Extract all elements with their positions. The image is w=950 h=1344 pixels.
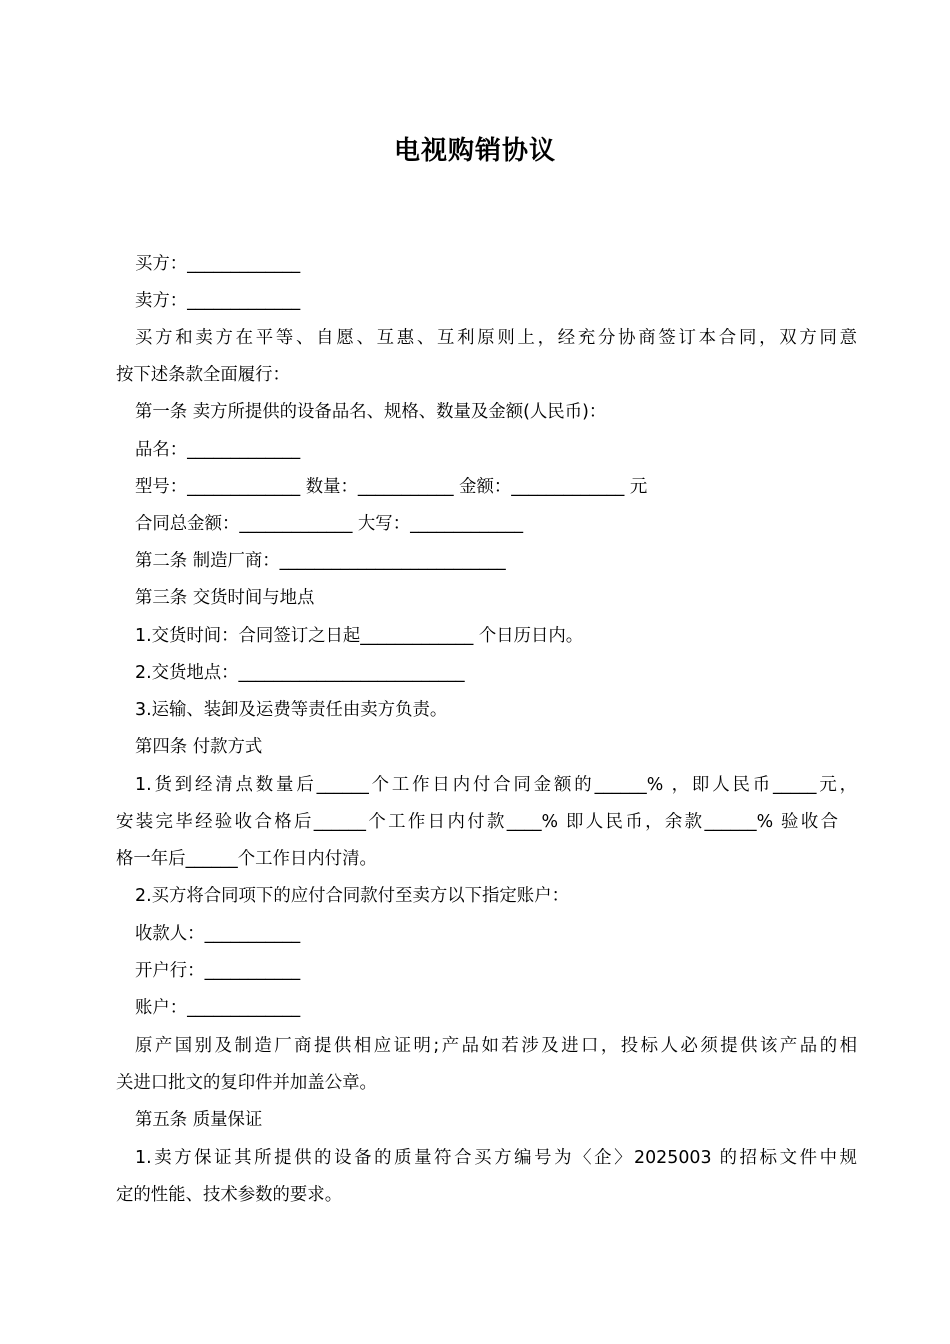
origin-paragraph-line-1: 原产国别及制造厂商提供相应证明;产品如若涉及进口，投标人必须提供该产品的相 bbox=[135, 1036, 857, 1056]
payee-line: 收款人：___________ bbox=[135, 924, 301, 944]
transport-line: 3.运输、装卸及运费等责任由卖方负责。 bbox=[135, 700, 448, 720]
article-2-manufacturer: 第二条 制造厂商：__________________________ bbox=[135, 551, 506, 571]
payment-paragraph-line-2: 安装完毕经验收合格后______个工作日内付款____% 即人民币，余款______% 验收合 bbox=[116, 812, 838, 832]
seller-line: 卖方：_____________ bbox=[135, 291, 301, 311]
product-name-line: 品名：_____________ bbox=[135, 440, 301, 460]
payment-paragraph-line-1: 1.货到经清点数量后______个工作日内付合同金额的______% ，即人民币_____元， bbox=[135, 775, 857, 795]
account-intro-line: 2.买方将合同项下的应付合同款付至卖方以下指定账户： bbox=[135, 886, 569, 906]
payment-paragraph-line-3: 格一年后______个工作日内付清。 bbox=[116, 849, 377, 869]
intro-paragraph-line-2: 按下述条款全面履行： bbox=[116, 365, 290, 385]
delivery-time-line: 1.交货时间：合同签订之日起_____________ 个日历日内。 bbox=[135, 626, 584, 646]
document-title: 电视购销协议 bbox=[393, 136, 556, 166]
origin-paragraph-line-2: 关进口批文的复印件并加盖公章。 bbox=[116, 1073, 377, 1093]
quality-paragraph-line-1: 1.卖方保证其所提供的设备的质量符合买方编号为〈企〉2025003 的招标文件中规 bbox=[135, 1148, 857, 1168]
article-4-heading: 第四条 付款方式 bbox=[135, 737, 263, 757]
intro-paragraph-line-1: 买方和卖方在平等、自愿、互惠、互利原则上，经充分协商签订本合同，双方同意 bbox=[135, 328, 857, 348]
bank-line: 开户行：___________ bbox=[135, 961, 301, 981]
total-amount-line: 合同总金额：_____________ 大写：_____________ bbox=[135, 514, 524, 534]
model-quantity-amount-line: 型号：_____________ 数量：___________ 金额：_____________ 元 bbox=[135, 477, 648, 497]
quality-paragraph-line-2: 定的性能、技术参数的要求。 bbox=[116, 1185, 343, 1205]
delivery-place-line: 2.交货地点：__________________________ bbox=[135, 663, 465, 683]
account-line: 账户：_____________ bbox=[135, 998, 301, 1018]
article-1-heading: 第一条 卖方所提供的设备品名、规格、数量及金额(人民币)： bbox=[135, 402, 607, 422]
article-5-heading: 第五条 质量保证 bbox=[135, 1110, 263, 1130]
buyer-line: 买方：_____________ bbox=[135, 254, 301, 274]
article-3-heading: 第三条 交货时间与地点 bbox=[135, 588, 315, 608]
